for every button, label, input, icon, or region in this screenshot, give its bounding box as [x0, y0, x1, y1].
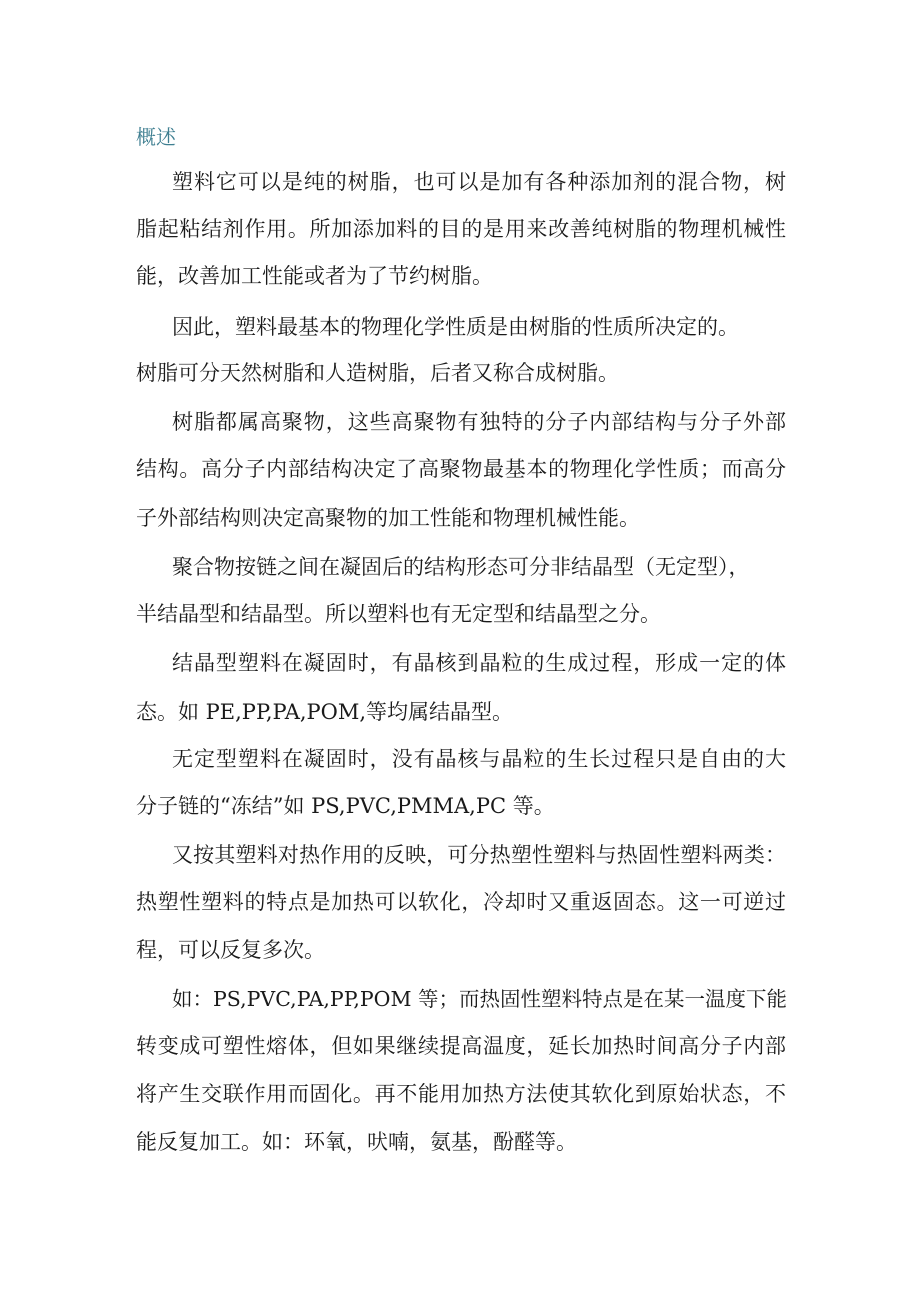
paragraph-line: 塑料它可以是纯的树脂，也可以是加有各种添加剂的混合物，树	[172, 170, 786, 194]
paragraph-line: 半结晶型和结晶型。所以塑料也有无定型和结晶型之分。	[136, 602, 661, 626]
paragraph-line: 无定型塑料在凝固时，没有晶核与晶粒的生长过程只是自由的大	[172, 747, 786, 771]
paragraph-line: 转变成可塑性熔体，但如果继续提高温度，延长加热时间高分子内部	[136, 1034, 786, 1058]
paragraph-line: 又按其塑料对热作用的反映，可分热塑性塑料与热固性塑料两类：	[172, 843, 786, 867]
paragraph-line: 能，改善加工性能或者为了节约树脂。	[136, 264, 493, 288]
paragraph-line: 态。如 PE,PP,PA,POM,等均属结晶型。	[136, 700, 514, 724]
paragraph-line: 树脂可分天然树脂和人造树脂，后者又称合成树脂。	[136, 361, 619, 385]
paragraph-line: 分子链的“冻结”如 PS,PVC,PMMA,PC 等。	[136, 794, 555, 818]
paragraph-line: 因此，塑料最基本的物理化学性质是由树脂的性质所决定的。	[172, 315, 739, 339]
paragraph-line: 子外部结构则决定高聚物的加工性能和物理机械性能。	[136, 506, 640, 530]
paragraph-line: 结晶型塑料在凝固时，有晶核到晶粒的生成过程，形成一定的体	[172, 651, 786, 675]
paragraph-line: 聚合物按链之间在凝固后的结构形态可分非结晶型（无定型），	[172, 555, 750, 579]
paragraph-line: 将产生交联作用而固化。再不能用加热方法使其软化到原始状态，不	[136, 1082, 786, 1106]
paragraph-line: 脂起粘结剂作用。所加添加料的目的是用来改善纯树脂的物理机械性	[136, 217, 786, 241]
paragraph-line: 树脂都属高聚物，这些高聚物有独特的分子内部结构与分子外部	[172, 410, 786, 434]
section-heading: 概述	[136, 125, 176, 149]
paragraph-line: 如：PS,PVC,PA,PP,POM 等；而热固性塑料特点是在某一温度下能	[172, 987, 787, 1011]
paragraph-line: 结构。高分子内部结构决定了高聚物最基本的物理化学性质；而高分	[136, 457, 786, 481]
paragraph-line: 程，可以反复多次。	[136, 938, 325, 962]
paragraph-line: 热塑性塑料的特点是加热可以软化，冷却时又重返固态。这一可逆过	[136, 890, 786, 914]
paragraph-line: 能反复加工。如：环氧，吠喃，氨基，酚醛等。	[136, 1130, 577, 1154]
